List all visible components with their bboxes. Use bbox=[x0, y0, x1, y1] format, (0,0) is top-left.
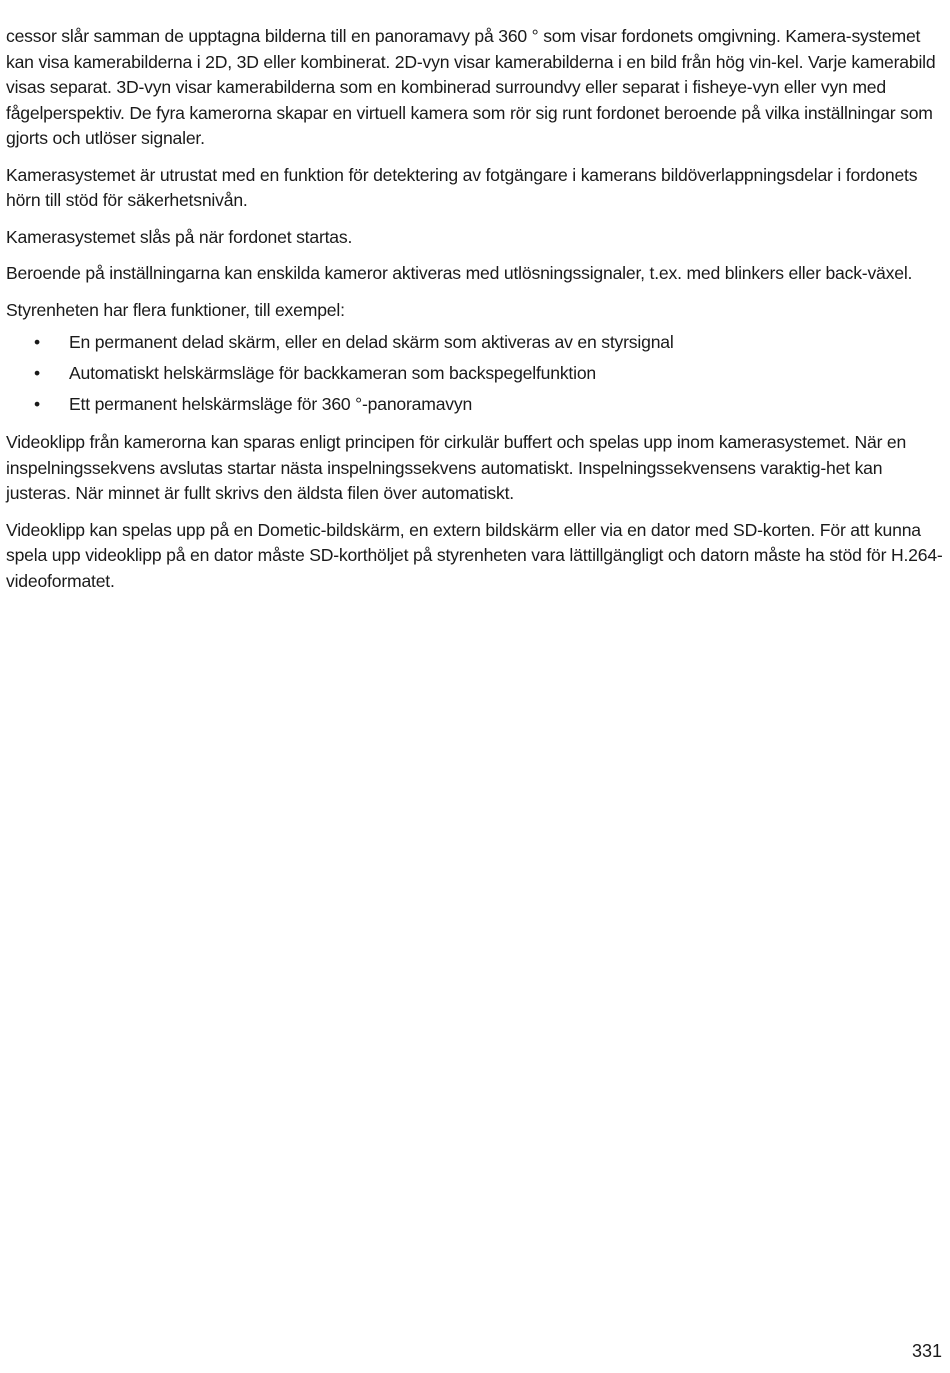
list-item-text: En permanent delad skärm, eller en delad skärm som aktiveras av en styrsignal bbox=[69, 332, 674, 352]
document-body bbox=[6, 24, 944, 605]
paragraph-pedestrian-detection: Kamerasystemet är utrustat med en funktion för detektering av fotgängare i kamerans bildöverlappningsdelar i fordonets hörn till stöd för säkerhetsnivån. bbox=[6, 164, 918, 210]
paragraph-camera-views: cessor slår samman de upptagna bilderna till en panoramavy på 360 ° som visar fordonets omgivning. Kamera-systemet kan visa kamerabilderna i 2D, 3D eller kombinerat. 2D-vyn visar kamerabilderna i en bild från hög vin-kel. Varje kamerabild visas separat. 3D-vyn visar kamerabilderna som en kombinerad surroundvy eller separat i fisheye-vyn eller vyn med fågelperspektiv. De fyra kamerorna skapar en virtuell kamera som rör sig runt fordonet beroende på vilka inställningar som gjorts och utlöser signaler. bbox=[6, 26, 936, 148]
paragraph-trigger-signals: Beroende på inställningarna kan enskilda kameror aktiveras med utlösningssignaler, t.ex. med blinkers eller back-växel. bbox=[6, 263, 913, 283]
list-item bbox=[6, 358, 944, 389]
list-item-text: Ett permanent helskärmsläge för 360 °-panoramavyn bbox=[69, 394, 473, 414]
bullet-icon: • bbox=[34, 394, 40, 414]
paragraph-video-playback: Videoklipp kan spelas upp på en Dometic-bildskärm, en extern bildskärm eller via en dator med SD-korten. För att kunna spela upp videoklipp på en dator måste SD-korthöljet på styrenheten vara lättillgängligt och datorn måste ha stöd för H.264-videoformatet. bbox=[6, 519, 943, 591]
list-item-text: Automatiskt helskärmsläge för backkameran som backspegelfunktion bbox=[69, 363, 596, 383]
bullet-icon: • bbox=[34, 363, 40, 383]
list-item bbox=[6, 389, 944, 420]
paragraph-list-intro: Styrenheten har flera funktioner, till exempel: bbox=[6, 299, 345, 320]
feature-list bbox=[6, 327, 944, 420]
bullet-icon: • bbox=[34, 332, 40, 352]
page-number: 331 bbox=[911, 1341, 942, 1361]
paragraph-startup: Kamerasystemet slås på när fordonet startas. bbox=[6, 226, 353, 247]
list-item bbox=[6, 327, 944, 358]
paragraph-video-recording: Videoklipp från kamerorna kan sparas enligt principen för cirkulär buffert och spelas upp inom kamerasystemet. När en inspelningssekvens avslutas startar nästa inspelningssekvens automatiskt. Inspelningssekvensens varaktig-het kan justeras. När minnet är fullt skrivs den äldsta filen över automatiskt. bbox=[6, 432, 907, 503]
